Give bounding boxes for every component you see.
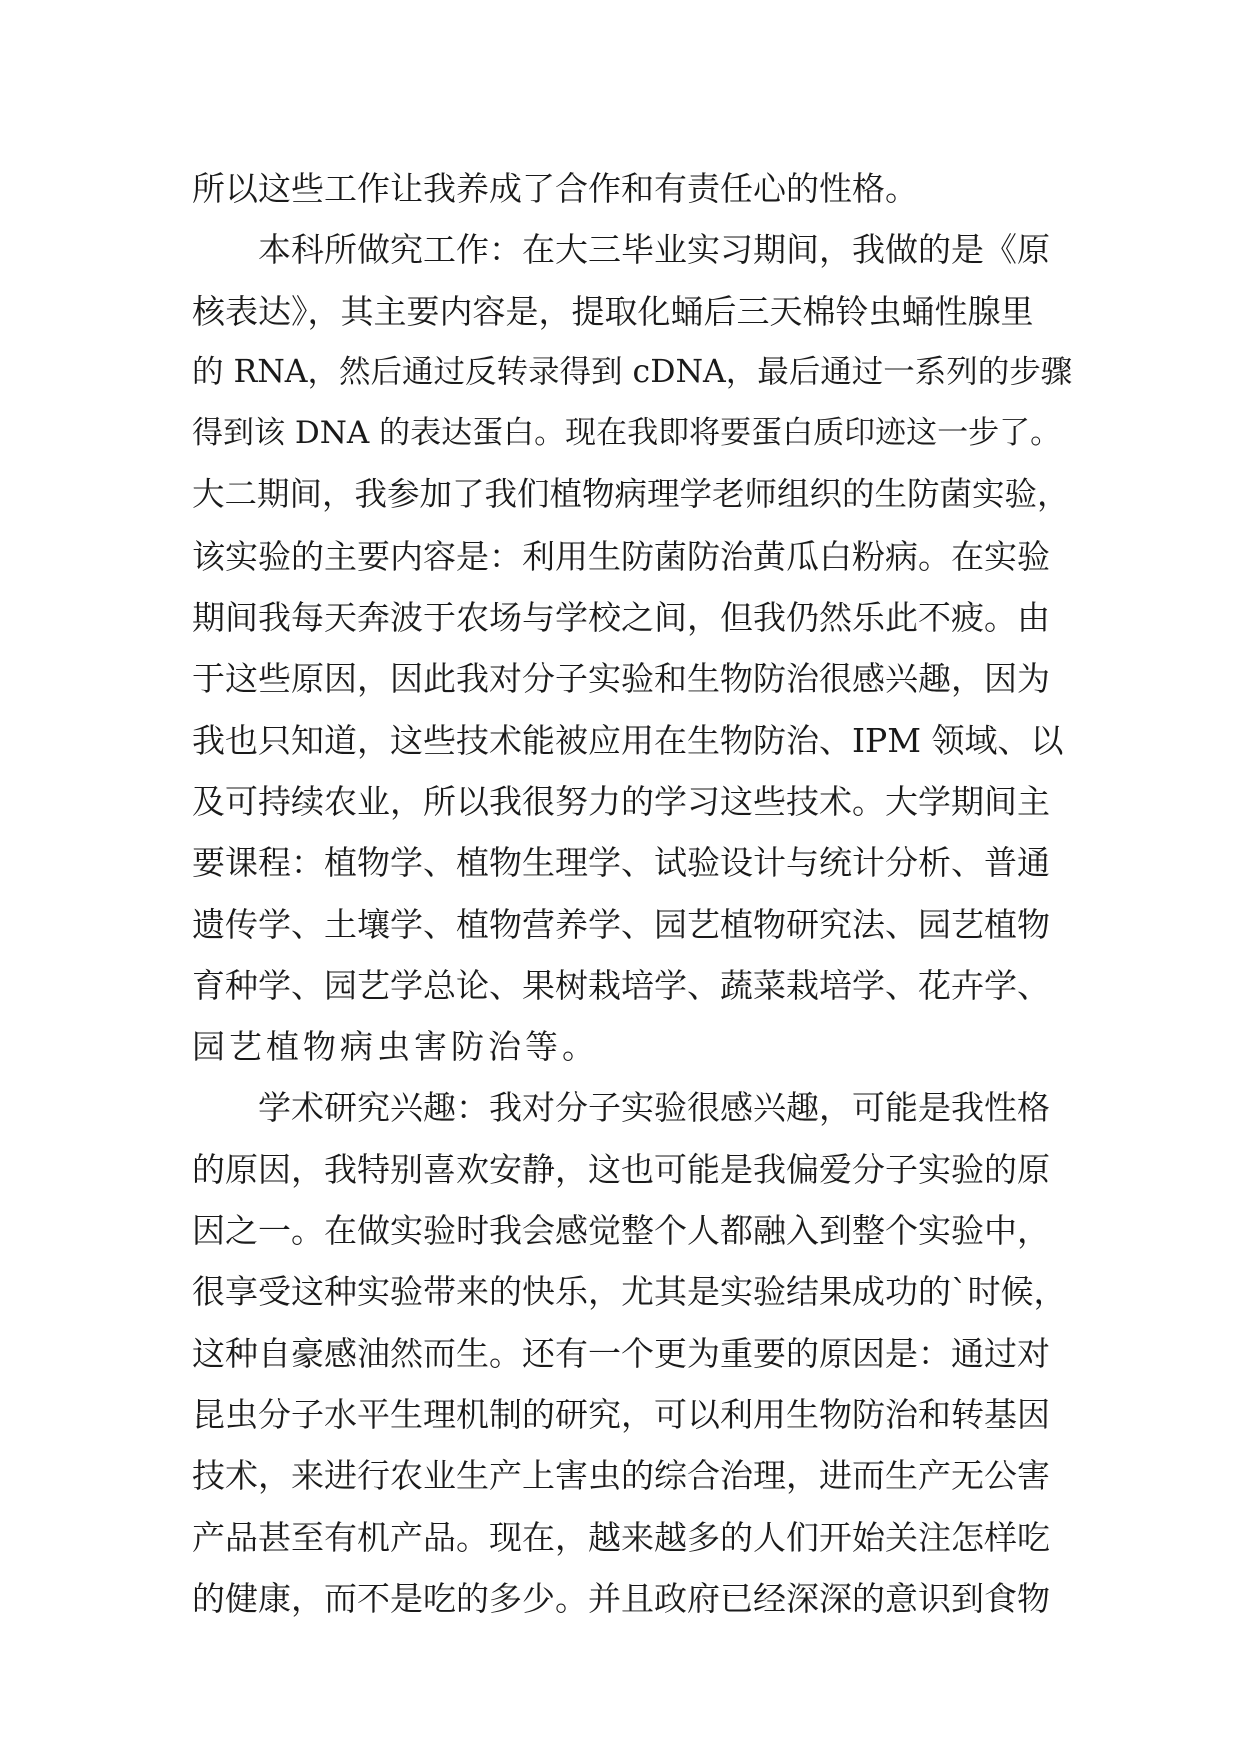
text-line: 学术研究兴趣：我对分子实验很感兴趣，可能是我性格: [258, 1088, 1050, 1128]
text-line: 育种学、园艺学总论、果树栽培学、蔬菜栽培学、花卉学、: [192, 965, 1050, 1005]
document-body: [192, 158, 1072, 1629]
text-line: 技术，来进行农业生产上害虫的综合治理，进而生产无公害: [192, 1456, 1050, 1496]
text-line: 得到该 DNA 的表达蛋白。现在我即将要蛋白质印迹这一步了。: [192, 415, 1062, 452]
text-line: 核表达》，其主要内容是，提取化蛹后三天棉铃虫蛹性腺里: [192, 291, 1034, 331]
text-line: 园艺植物病虫害防治等。: [192, 1027, 599, 1067]
text-line: 的健康，而不是吃的多少。并且政府已经深深的意识到食物: [192, 1578, 1050, 1618]
text-line: 该实验的主要内容是：利用生防菌防治黄瓜白粉病。在实验: [192, 536, 1050, 576]
text-line: 及可持续农业，所以我很努力的学习这些技术。大学期间主: [192, 781, 1050, 821]
text-line: 的 RNA，然后通过反转录得到 cDNA，最后通过一系列的步骤: [192, 353, 1073, 390]
text-line: 这种自豪感油然而生。还有一个更为重要的原因是：通过对: [192, 1333, 1050, 1373]
text-line: 要课程：植物学、植物生理学、试验设计与统计分析、普通: [192, 843, 1050, 883]
text-line: 昆虫分子水平生理机制的研究，可以利用生物防治和转基因: [192, 1394, 1050, 1434]
text-line: 期间我每天奔波于农场与学校之间，但我仍然乐此不疲。由: [192, 598, 1050, 638]
text-line: 我也只知道，这些技术能被应用在生物防治、IPM 领域、以: [192, 720, 1064, 760]
text-line: 很享受这种实验带来的快乐，尤其是实验结果成功的`时候，: [192, 1272, 1067, 1312]
text-line: 因之一。在做实验时我会感觉整个人都融入到整个实验中，: [192, 1211, 1050, 1251]
text-line: 所以这些工作让我养成了合作和有责任心的性格。: [192, 169, 918, 208]
text-line: 的原因，我特别喜欢安静，这也可能是我偏爱分子实验的原: [192, 1149, 1050, 1189]
text-line: 遗传学、土壤学、植物营养学、园艺植物研究法、园艺植物: [192, 904, 1050, 944]
text-line: 产品甚至有机产品。现在，越来越多的人们开始关注怎样吃: [192, 1517, 1050, 1557]
text-line: 于这些原因，因此我对分子实验和生物防治很感兴趣，因为: [192, 659, 1050, 699]
text-line: 大二期间，我参加了我们植物病理学老师组织的生防菌实验，: [192, 475, 1070, 514]
text-line: 本科所做究工作：在大三毕业实习期间，我做的是《原: [258, 230, 1050, 270]
